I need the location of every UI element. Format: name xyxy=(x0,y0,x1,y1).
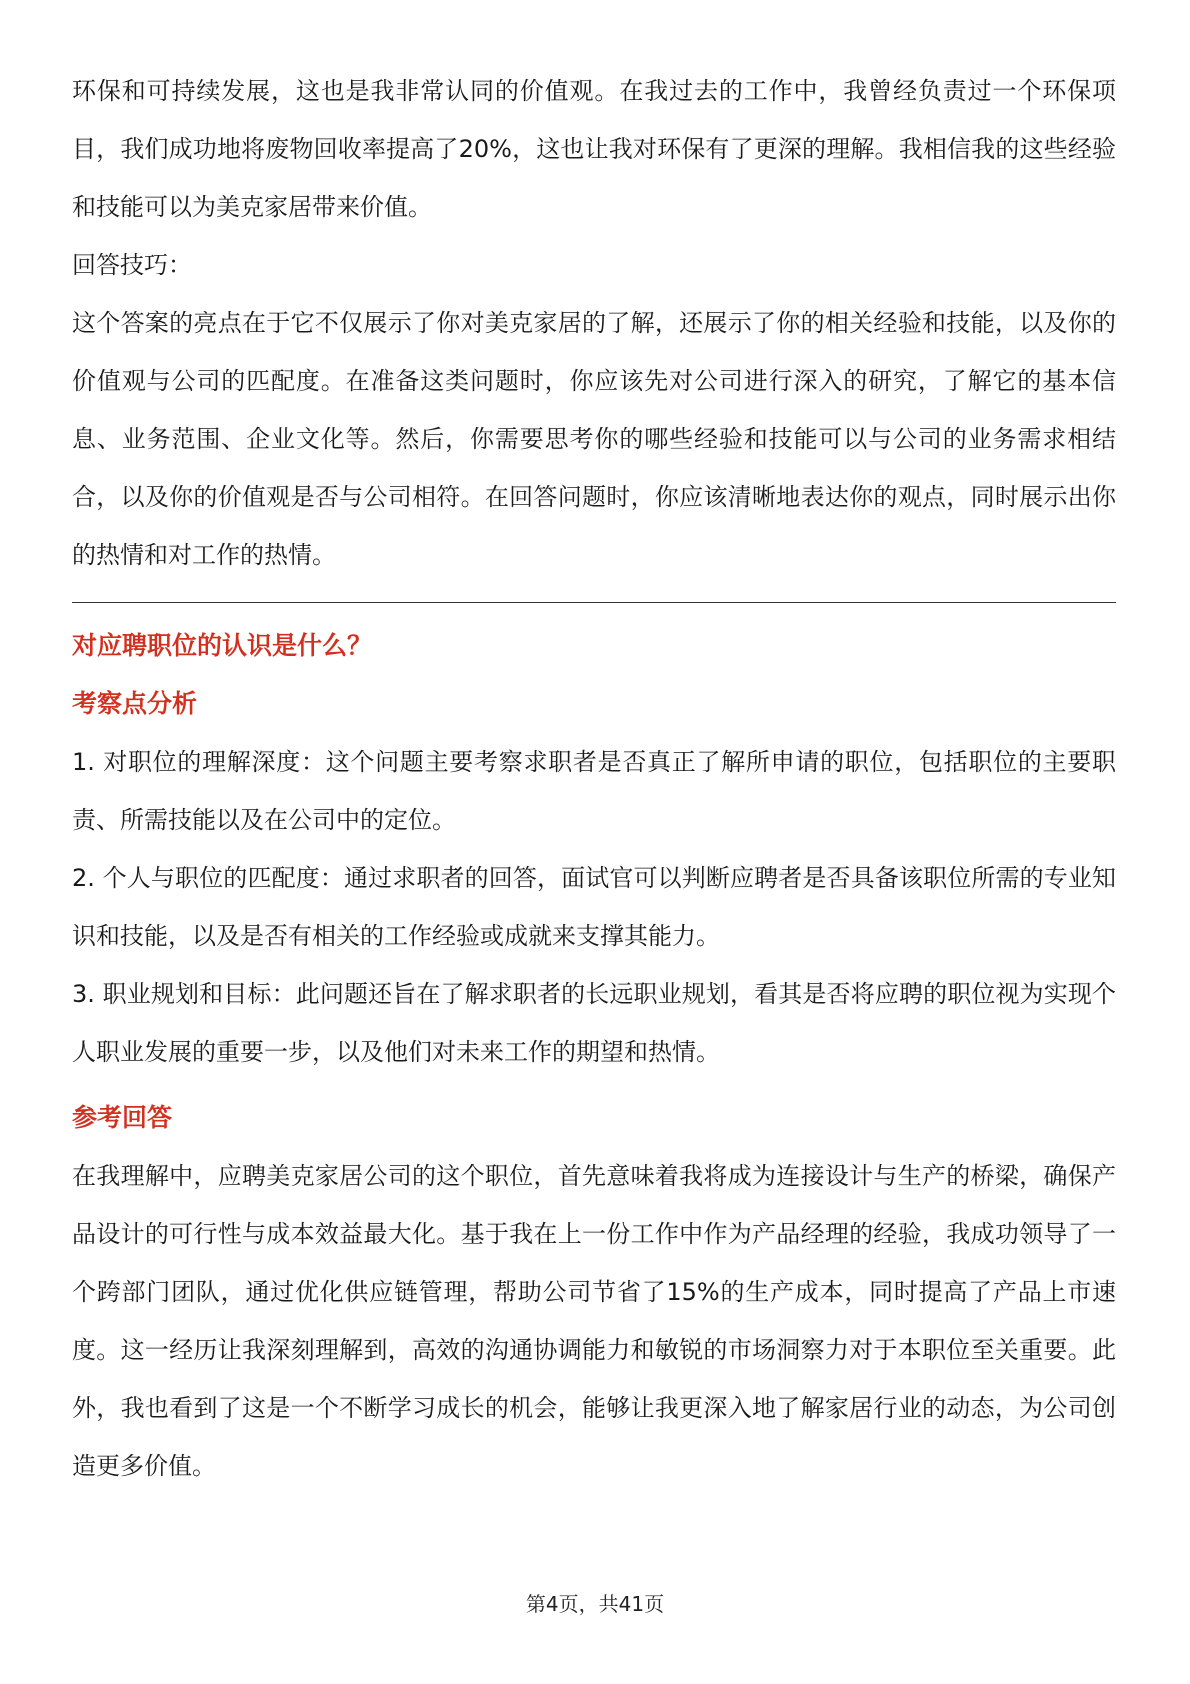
intro-paragraph: 环保和可持续发展，这也是我非常认同的价值观。在我过去的工作中，我曾经负责过一个环保项目，我们成功地将废物回收率提高了20%，这也让我对环保有了更深的理解。我相信我的这些经验和技能可以为美克家居带来价值。 xyxy=(72,77,1116,221)
analysis-item: 3. 职业规划和目标：此问题还旨在了解求职者的长远职业规划，看其是否将应聘的职位视为实现个人职业发展的重要一步，以及他们对未来工作的期望和热情。 xyxy=(72,980,1116,1066)
page-footer: 第4页，共41页 xyxy=(525,1592,665,1616)
tips-label: 回答技巧： xyxy=(72,251,192,279)
question-title: 对应聘职位的认识是什么？ xyxy=(72,631,373,660)
tips-paragraph: 这个答案的亮点在于它不仅展示了你对美克家居的了解，还展示了你的相关经验和技能，以及你的价值观与公司的匹配度。在准备这类问题时，你应该先对公司进行深入的研究，了解它的基本信息、业务范围、企业文化等。然后，你需要思考你的哪些经验和技能可以与公司的业务需求相结合，以及你的价值观是否与公司相符。在回答问题时，你应该清晰地表达你的观点，同时展示出你的热情和对工作的热情。 xyxy=(72,309,1116,569)
document-body xyxy=(72,62,1116,1495)
answer-paragraph: 在我理解中，应聘美克家居公司的这个职位，首先意味着我将成为连接设计与生产的桥梁，确保产品设计的可行性与成本效益最大化。基于我在上一份工作中作为产品经理的经验，我成功领导了一个跨部门团队，通过优化供应链管理，帮助公司节省了15%的生产成本，同时提高了产品上市速度。这一经历让我深刻理解到，高效的沟通协调能力和敏锐的市场洞察力对于本职位至关重要。此外，我也看到了这是一个不断学习成长的机会，能够让我更深入地了解家居行业的动态，为公司创造更多价值。 xyxy=(72,1162,1116,1480)
answer-heading: 参考回答 xyxy=(72,1103,173,1132)
analysis-heading: 考察点分析 xyxy=(72,689,198,718)
section-divider xyxy=(72,602,1116,603)
analysis-item: 1. 对职位的理解深度：这个问题主要考察求职者是否真正了解所申请的职位，包括职位的主要职责、所需技能以及在公司中的定位。 xyxy=(72,748,1116,834)
analysis-item: 2. 个人与职位的匹配度：通过求职者的回答，面试官可以判断应聘者是否具备该职位所需的专业知识和技能，以及是否有相关的工作经验或成就来支撑其能力。 xyxy=(72,864,1116,950)
